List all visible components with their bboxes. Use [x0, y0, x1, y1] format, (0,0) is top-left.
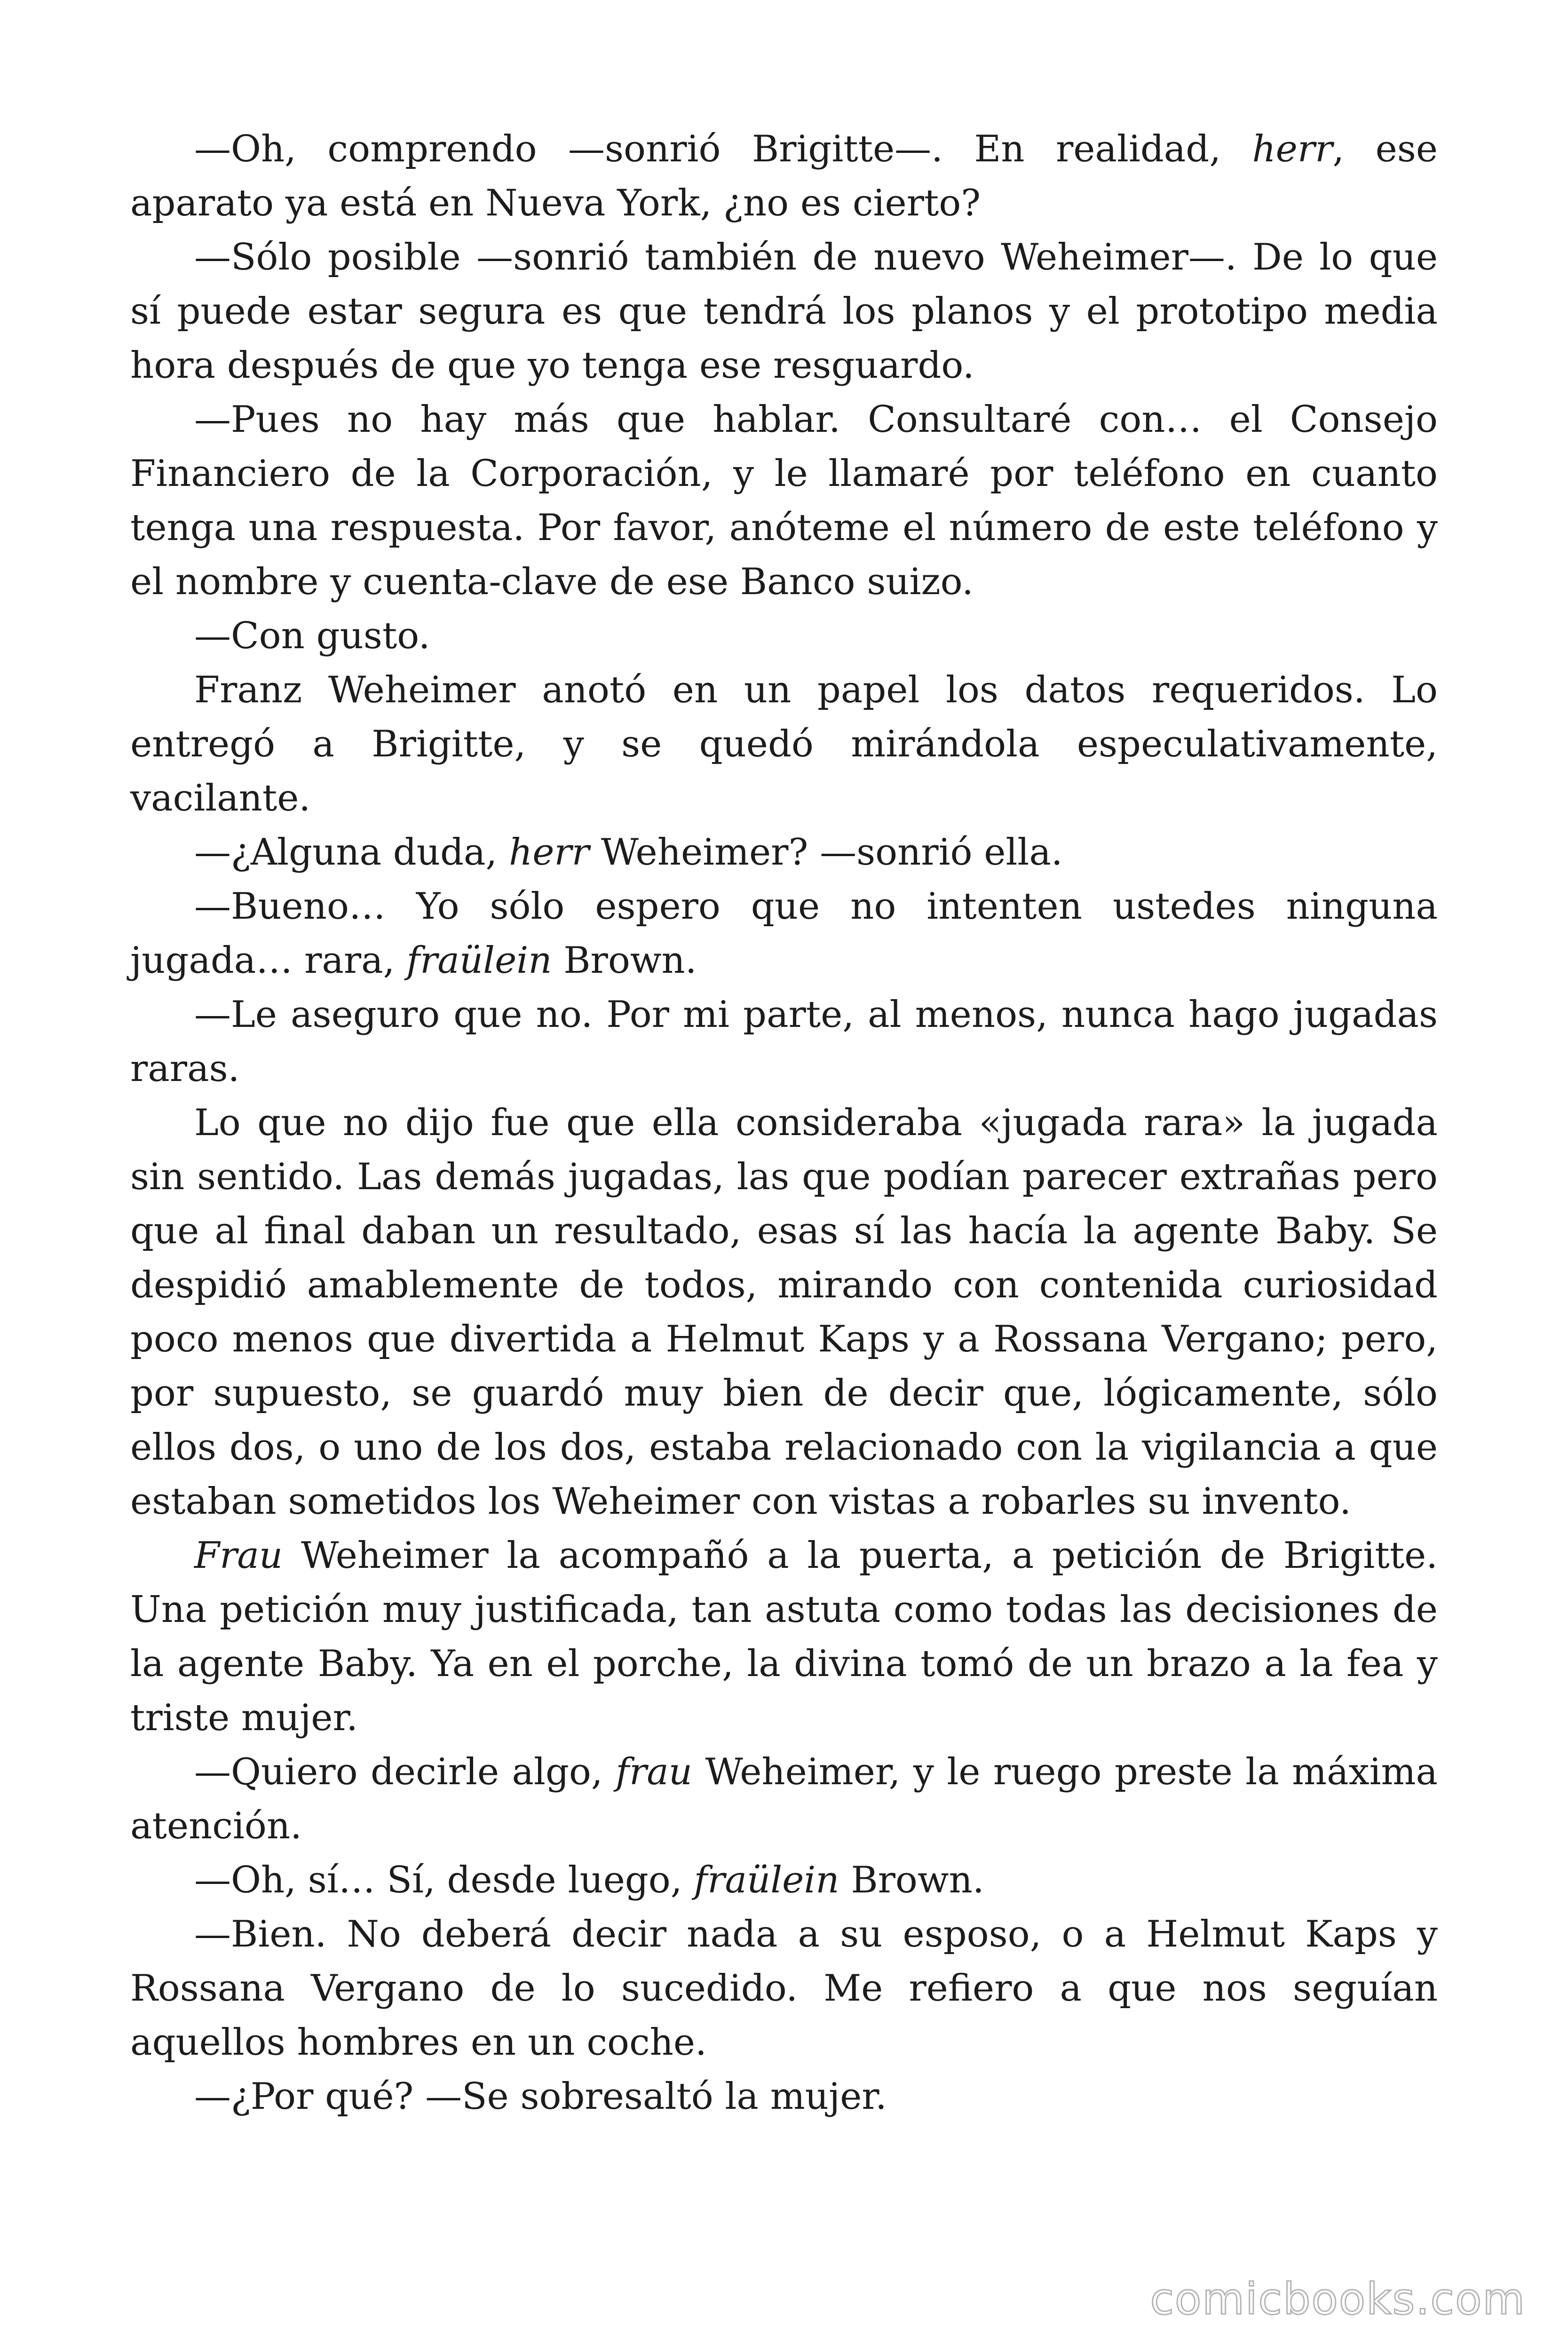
- paragraph: —Pues no hay más que hablar. Consultaré con… el Consejo Financiero de la Corporación, y le llamaré por teléfono en cuanto tenga una respuesta. Por favor, anóteme el número de este teléfono y el nombre y cuenta-clave de ese Banco suizo.: [130, 398, 1438, 603]
- site-watermark: comicbooks.com: [1150, 2274, 1526, 2324]
- paragraph: —Oh, sí… Sí, desde luego, fraülein Brown.: [194, 1859, 984, 1901]
- paragraph: Franz Weheimer anotó en un papel los datos requeridos. Lo entregó a Brigitte, y se quedó mirándola especulativamente, vacilante.: [130, 669, 1438, 819]
- paragraph: —Le aseguro que no. Por mi parte, al menos, nunca hago jugadas raras.: [130, 993, 1438, 1090]
- body-text: [130, 122, 1438, 2124]
- paragraph: —Con gusto.: [194, 615, 430, 657]
- paragraph: —¿Alguna duda, herr Weheimer? —sonrió ella.: [194, 831, 1063, 874]
- paragraph: —Quiero decirle algo, frau Weheimer, y le ruego preste la máxima atención.: [130, 1751, 1438, 1847]
- paragraph: —Bien. No deberá decir nada a su esposo, o a Helmut Kaps y Rossana Vergano de lo sucedido. Me refiero a que nos seguían aquellos hombres en un coche.: [130, 1913, 1438, 2064]
- paragraph: Lo que no dijo fue que ella consideraba «jugada rara» la jugada sin sentido. Las demás jugadas, las que podían parecer extrañas pero que al final daban un resultado, esas sí las hacía la agente Baby. Se despidió amablemente de todos, mirando con contenida curiosidad poco menos que divertida a Helmut Kaps y a Rossana Vergano; pero, por supuesto, se guardó muy bien de decir que, lógicamente, sólo ellos dos, o uno de los dos, estaba relacionado con la vigilancia a que estaban sometidos los Weheimer con vistas a robarles su invento.: [130, 1102, 1438, 1523]
- paragraph: —Bueno… Yo sólo espero que no intenten ustedes ninguna jugada… rara, fraülein Brown.: [130, 885, 1438, 982]
- paragraph: —Sólo posible —sonrió también de nuevo Weheimer—. De lo que sí puede estar segura es que tendrá los planos y el prototipo media hora después de que yo tenga ese resguardo.: [130, 236, 1438, 387]
- paragraph: —¿Por qué? —Se sobresaltó la mujer.: [194, 2075, 887, 2118]
- paragraph: Frau Weheimer la acompañó a la puerta, a petición de Brigitte. Una petición muy justificada, tan astuta como todas las decisiones de la agente Baby. Ya en el porche, la divina tomó de un brazo a la fea y triste mujer.: [130, 1534, 1438, 1739]
- paragraph: —Oh, comprendo —sonrió Brigitte—. En realidad, herr, ese aparato ya está en Nueva York, ¿no es cierto?: [130, 128, 1438, 224]
